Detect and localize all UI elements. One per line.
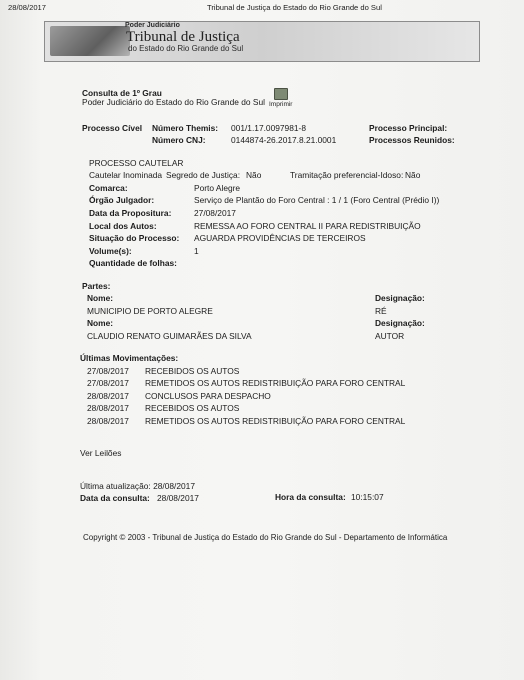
hora-consulta-value: 10:15:07 [351, 492, 384, 502]
principal-label: Processo Principal: [369, 123, 448, 133]
data-consulta-value: 28/08/2017 [157, 493, 199, 503]
parte-designacao-label: Designação: [375, 318, 425, 328]
movimentacao-data: 28/08/2017 [87, 416, 129, 426]
parte-designacao: RÉ [375, 306, 387, 316]
hora-consulta-label: Hora da consulta: [275, 492, 346, 502]
themis-value: 001/1.17.0097981-8 [231, 123, 306, 133]
comarca-label: Comarca: [89, 183, 128, 193]
segredo-value: Não [246, 170, 262, 180]
movimentacao-descricao: REMETIDOS OS AUTOS REDISTRIBUIÇÃO PARA FORO CENTRAL [145, 378, 406, 388]
movimentacoes-title: Últimas Movimentações: [80, 353, 179, 363]
print-header-title: Tribunal de Justiça do Estado do Rio Grande do Sul [207, 3, 382, 12]
banner-estado: do Estado do Rio Grande do Sul [128, 44, 244, 53]
movimentacao-descricao: CONCLUSOS PARA DESPACHO [145, 391, 271, 401]
parte-nome: MUNICIPIO DE PORTO ALEGRE [87, 306, 213, 316]
local-autos-label: Local dos Autos: [89, 221, 157, 231]
tramitacao-value: Não [405, 170, 421, 180]
movimentacao-data: 27/08/2017 [87, 378, 129, 388]
orgao-value: Serviço de Plantão do Foro Central : 1 / 1 (Foro Central (Prédio I)) [194, 195, 440, 205]
parte-nome: CLAUDIO RENATO GUIMARÃES DA SILVA [87, 331, 252, 341]
situacao-label: Situação do Processo: [89, 233, 180, 243]
local-autos-value: REMESSA AO FORO CENTRAL II PARA REDISTRIBUIÇÃO [194, 221, 421, 231]
movimentacao-descricao: REMETIDOS OS AUTOS REDISTRIBUIÇÃO PARA FORO CENTRAL [145, 416, 406, 426]
orgao-label: Órgão Julgador: [89, 195, 155, 205]
consulta-subtitle: Poder Judiciário do Estado do Rio Grande do Sul [82, 97, 265, 107]
themis-label: Número Themis: [152, 123, 219, 133]
ultima-atualizacao: Última atualização: 28/08/2017 [80, 481, 195, 491]
segredo-label: Segredo de Justiça: [166, 170, 241, 180]
consulta-title: Consulta de 1º Grau [82, 88, 162, 98]
volumes-value: 1 [194, 246, 199, 256]
parte-designacao: AUTOR [375, 331, 405, 341]
comarca-value: Porto Alegre [194, 183, 241, 193]
subclasse: Cautelar Inominada [89, 170, 163, 180]
volumes-label: Volume(s): [89, 246, 132, 256]
movimentacao-descricao: RECEBIDOS OS AUTOS [145, 366, 240, 376]
courthouse-logo-icon [50, 26, 130, 56]
printer-icon[interactable] [274, 88, 288, 100]
data-propositura-value: 27/08/2017 [194, 208, 236, 218]
folhas-label: Quantidade de folhas: [89, 258, 177, 268]
reunidos-label: Processos Reunidos: [369, 135, 455, 145]
situacao-value: AGUARDA PROVIDÊNCIAS DE TERCEIROS [194, 233, 366, 243]
banner-poder: Poder Judiciário [125, 22, 180, 29]
print-header-date: 28/08/2017 [8, 3, 47, 12]
ver-leiloes-link[interactable]: Ver Leilões [80, 448, 122, 458]
classe-processo: PROCESSO CAUTELAR [89, 158, 184, 168]
movimentacao-data: 28/08/2017 [87, 391, 129, 401]
partes-title: Partes: [82, 281, 111, 291]
parte-nome-label: Nome: [87, 318, 114, 328]
movimentacao-descricao: RECEBIDOS OS AUTOS [145, 403, 240, 413]
parte-designacao-label: Designação: [375, 293, 425, 303]
data-propositura-label: Data da Propositura: [89, 208, 172, 218]
processo-tipo: Processo Cível [82, 123, 143, 133]
movimentacao-data: 27/08/2017 [87, 366, 129, 376]
cnj-value: 0144874-26.2017.8.21.0001 [231, 135, 337, 145]
copyright: Copyright © 2003 - Tribunal de Justiça do Estado do Rio Grande do Sul - Departamento de Informática [83, 533, 448, 542]
movimentacao-data: 28/08/2017 [87, 403, 129, 413]
banner-tribunal: Tribunal de Justiça [126, 29, 240, 45]
print-button[interactable]: Imprimir [269, 101, 293, 108]
parte-nome-label: Nome: [87, 293, 114, 303]
data-consulta-label: Data da consulta: [80, 493, 150, 503]
tramitacao-label: Tramitação preferencial-Idoso: [290, 170, 404, 180]
cnj-label: Número CNJ: [152, 135, 206, 145]
